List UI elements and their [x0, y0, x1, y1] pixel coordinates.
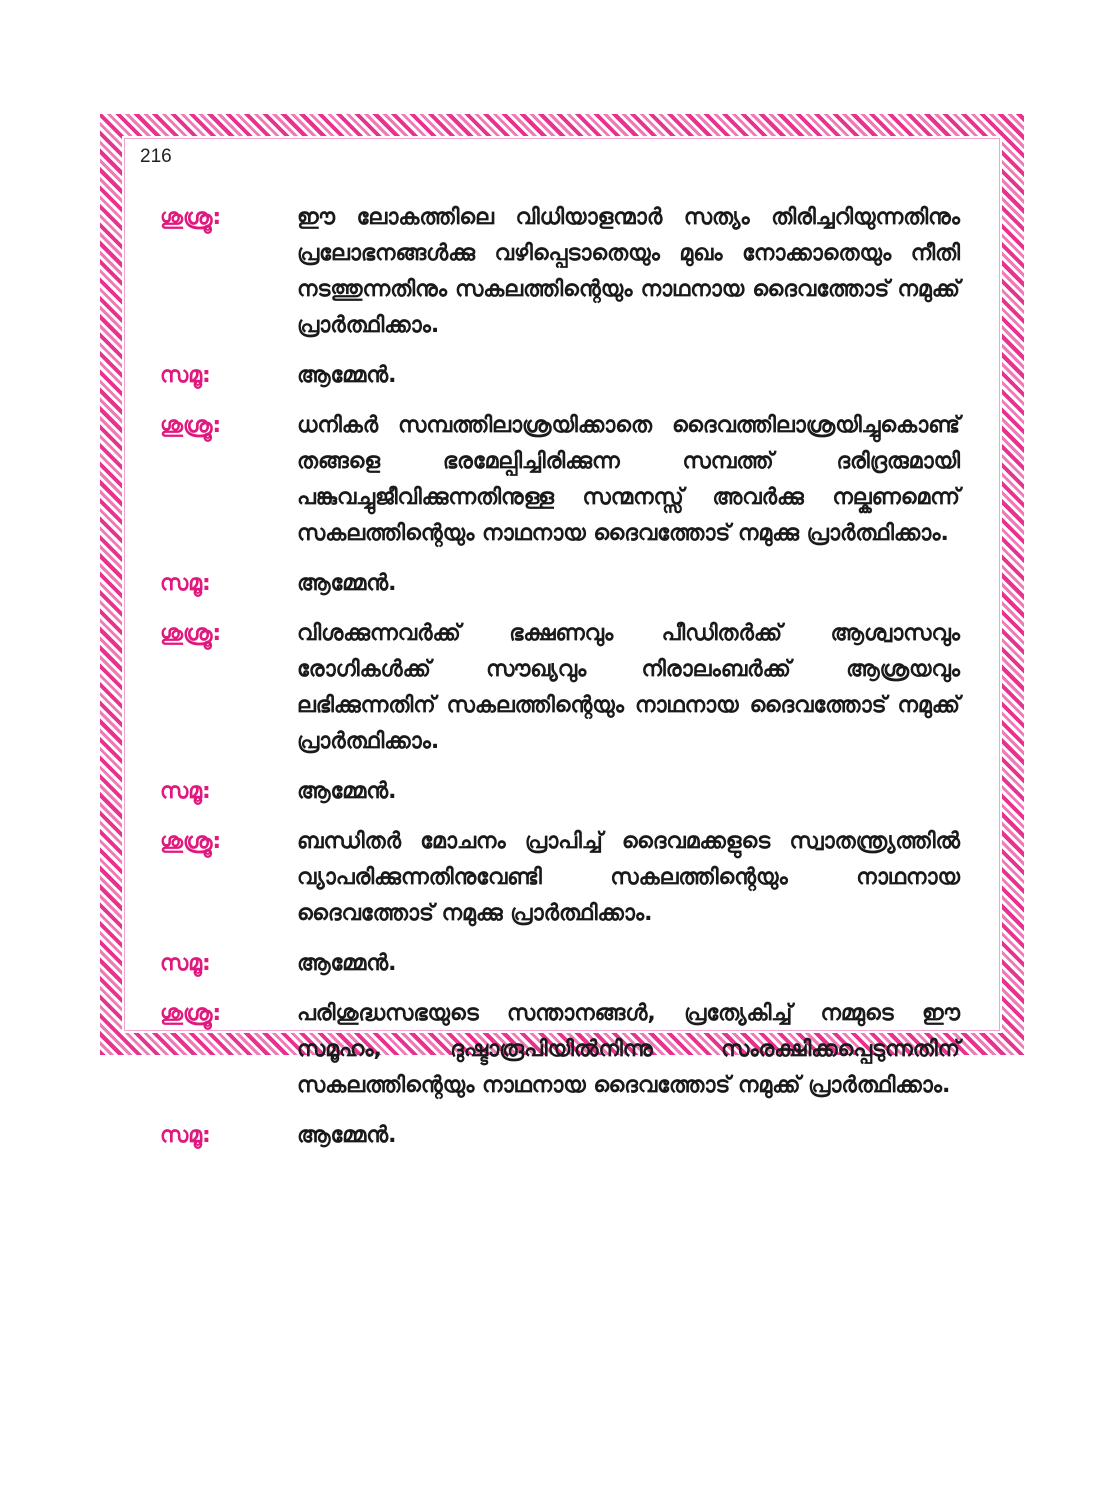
prayer-entry [160, 616, 960, 760]
response-text: ആമ്മേൻ. [297, 1123, 397, 1148]
role-label: സമൂ: [160, 1123, 211, 1148]
role-label: ശുശ്രൂ: [160, 413, 222, 438]
response-entry [160, 774, 960, 810]
response-text: ആമ്മേൻ. [297, 779, 397, 804]
prayer-entry [160, 824, 960, 932]
role-label: ശുശ്രൂ: [160, 1001, 222, 1026]
response-entry [160, 946, 960, 982]
role-label: സമൂ: [160, 571, 211, 596]
prayer-entry [160, 996, 960, 1104]
role-label: ശുശ്രൂ: [160, 829, 222, 854]
response-text: ആമ്മേൻ. [297, 363, 397, 388]
prayer-text: ബന്ധിതർ മോചനം പ്രാപിച്ച് ദൈവമക്കളുടെ സ്വാതന്ത്ര്യത്തിൽ വ്യാപരിക്കുന്നതിനുവേണ്ടി സകലത്തിന്റെയും നാഥനായ ദൈവത്തോട് നമുക്കു പ്രാർത്ഥിക്കാം. [297, 829, 960, 926]
prayer-text: ഈ ലോകത്തിലെ വിധിയാളന്മാർ സത്യം തിരിച്ചറിയുന്നതിനും പ്രലോഭനങ്ങൾക്കു വഴിപ്പെടാതെയും മുഖം നോക്കാതെയും നീതി നടത്തുന്നതിനും സകലത്തിന്റെയും നാഥനായ ദൈവത്തോട് നമുക്ക് പ്രാർത്ഥിക്കാം. [297, 205, 960, 338]
response-text: ആമ്മേൻ. [297, 571, 397, 596]
page-number: 216 [140, 146, 172, 167]
prayer-content [160, 200, 960, 1168]
role-label: സമൂ: [160, 363, 211, 388]
role-label: ശുശ്രൂ: [160, 621, 222, 646]
response-entry [160, 1118, 960, 1154]
role-label: സമൂ: [160, 951, 211, 976]
role-label: ശുശ്രൂ: [160, 205, 222, 230]
response-text: ആമ്മേൻ. [297, 951, 397, 976]
prayer-text: ധനികർ സമ്പത്തിലാശ്രയിക്കാതെ ദൈവത്തിലാശ്രയിച്ചുകൊണ്ട് തങ്ങളെ ഭരമേല്പിച്ചിരിക്കുന്ന സമ്പത്ത് ദരിദ്രരുമായി പങ്കുവച്ചുജീവിക്കുന്നതിനുള്ള സന്മനസ്സ് അവർക്കു നല്കണമെന്ന് സകലത്തിന്റെയും നാഥനായ ദൈവത്തോട് നമുക്കു പ്രാർത്ഥിക്കാം. [297, 413, 960, 546]
prayer-entry [160, 408, 960, 552]
prayer-text: വിശക്കുന്നവർക്ക് ഭക്ഷണവും പീഡിതർക്ക് ആശ്വാസവും രോഗികൾക്ക് സൗഖ്യവും നിരാലംബർക്ക് ആശ്രയവും ലഭിക്കുന്നതിന് സകലത്തിന്റെയും നാഥനായ ദൈവത്തോട് നമുക്ക് പ്രാർത്ഥിക്കാം. [297, 621, 960, 754]
prayer-entry [160, 200, 960, 344]
response-entry [160, 566, 960, 602]
prayer-text: പരിശുദ്ധസഭയുടെ സന്താനങ്ങൾ, പ്രത്യേകിച്ച് നമ്മുടെ ഈ സമൂഹം, ദുഷ്ടാരൂപിയിൽനിന്നു സംരക്ഷിക്കപ്പെടുന്നതിന് സകലത്തിന്റെയും നാഥനായ ദൈവത്തോട് നമുക്ക് പ്രാർത്ഥിക്കാം. [297, 1001, 960, 1098]
role-label: സമൂ: [160, 779, 211, 804]
response-entry [160, 358, 960, 394]
